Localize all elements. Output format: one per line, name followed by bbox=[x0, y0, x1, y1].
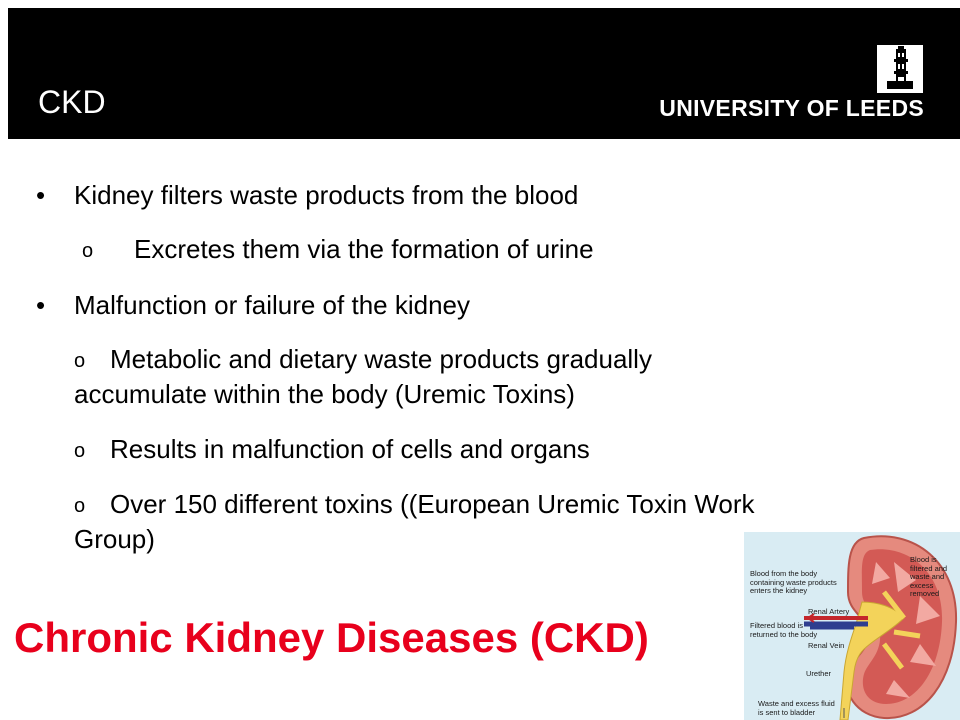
university-logo-text: UNIVERSITY OF LEEDS bbox=[659, 95, 924, 121]
sub-bullet-text: Excretes them via the formation of urine bbox=[134, 234, 594, 264]
sub-bullet-marker: o bbox=[74, 350, 86, 372]
label-renal-artery: Renal Artery bbox=[808, 607, 850, 616]
sub-bullet-text: Metabolic and dietary waste products gradually bbox=[110, 344, 652, 374]
sub-bullet-marker: o bbox=[74, 495, 86, 517]
sub-bullet-text: Over 150 different toxins ((European Uremic Toxin Work bbox=[110, 489, 755, 519]
bullet-text: Kidney filters waste products from the blood bbox=[74, 180, 579, 210]
chronic-kidney-disease-heading: Chronic Kidney Diseases (CKD) bbox=[14, 614, 649, 661]
slide-title: CKD bbox=[38, 84, 106, 120]
sub-bullet-text: Results in malfunction of cells and organs bbox=[110, 434, 590, 464]
bullet-marker: • bbox=[36, 180, 46, 210]
sub-bullet-marker: o bbox=[74, 440, 86, 462]
sub-bullet-marker: o bbox=[82, 240, 94, 262]
label-waste-out: Waste and excess fluid is sent to bladder bbox=[758, 699, 835, 717]
label-renal-vein: Renal Vein bbox=[808, 641, 845, 650]
sub-bullet-continuation: accumulate within the body (Uremic Toxins) bbox=[74, 379, 575, 409]
bullet-text: Malfunction or failure of the kidney bbox=[74, 290, 470, 320]
label-blood-in: Blood from the body containing waste products enters the kidney bbox=[750, 569, 837, 595]
kidney-diagram bbox=[744, 532, 960, 720]
sub-bullet-continuation: Group) bbox=[74, 524, 155, 554]
label-blood-filtered: Blood is filtered and waste and excess removed bbox=[910, 555, 948, 598]
bullet-marker: • bbox=[36, 290, 46, 320]
label-filtered-return: Filtered blood is returned to the body bbox=[750, 621, 818, 639]
label-urether: Urether bbox=[806, 669, 832, 678]
